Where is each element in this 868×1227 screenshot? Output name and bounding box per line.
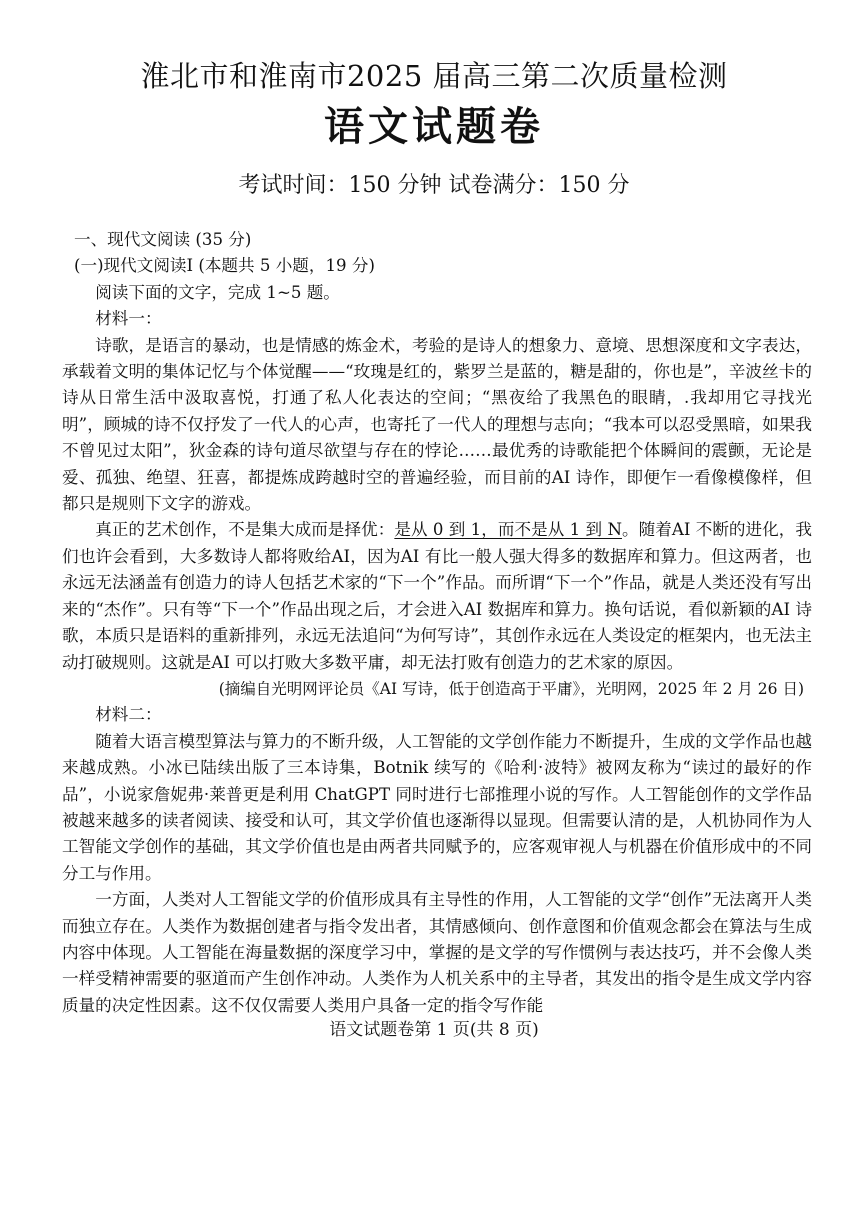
material1-source: (摘编自光明网评论员《AI 写诗，低于创造高于平庸》，光明网，2025 年 2 月 26 日)	[218, 679, 804, 698]
material1-paragraph-2	[62, 517, 812, 675]
material1-paragraph-1: 诗歌，是语言的暴动，也是情感的炼金术，考验的是诗人的想象力、意境、思想深度和文字表达，承载着文明的集体记忆与个体觉醒——“玫瑰是红的，紫罗兰是蓝的，糖是甜的，你也是”，辛波丝卡的诗从日常生活中汲取喜悦，打通了私人化表达的空间；“黑夜给了我黑色的眼睛，.我却用它寻找光明”，顾城的诗不仅抒发了一代人的心声，也寄托了一代人的理想与志向；“我本可以忍受黑暗，如果我不曾见过太阳”，狄金森的诗句道尽欲望与存在的悖论……最优秀的诗歌能把个体瞬间的震颤，无论是爱、孤独、绝望、狂喜，都提炼成跨越时空的普遍经验，而目前的AI 诗作，即便乍一看像模像样，但都只是规则下文字的游戏。	[62, 335, 812, 514]
material2-paragraph-2: 一方面，人类对人工智能文学的价值形成具有主导性的作用，人工智能的文学“创作”无法离开人类而独立存在。人类作为数据创建者与指令发出者，其情感倾向、创作意图和价值观念都会在算法与生成内容中体现。人工智能在海量数据的深度学习中，掌握的是文学的写作惯例与表达技巧，并不会像人类一样受精神需要的驱道而产生创作冲动。人类作为人机关系中的主导者，其发出的指令是生成文学内容质量的决定性因素。这不仅仅需要人类用户具备一定的指令写作能	[62, 890, 812, 1015]
exam-content	[62, 227, 812, 1019]
material2-paragraph-1: 随着大语言模型算法与算力的不断升级，人工智能的文学创作能力不断提升，生成的文学作品也越来越成熟。小冰已陆续出版了三本诗集，Botnik 续写的《哈利·波特》被网友称为“读过的最好的作品”，小说家詹妮弗·莱普更是利用 ChatGPT 同时进行七部推理小说的写作。人工智能创作的文学作品被越来越多的读者阅读、接受和认可，其文学价值也逐渐得以显现。但需要认清的是，人机协同作为人工智能文学创作的基础，其文学价值也是由两者共同赋予的，应客观审视人与机器在价值形成中的不同分工与作用。	[62, 731, 812, 883]
paragraph-text: 。随着AI 不断的进化，我们也许会看到，大多数诗人都将败给AI，因为AI 有比一般人强大得多的数据库和算力。但这两者，也永远无法涵盖有创造力的诗人包括艺术家的“下一个”作品。而所谓“下一个”作品，就是人类还没有写出来的“杰作”。只有等“下一个”作品出现之后，才会进入AI 数据库和算力。换句话说，看似新颖的AI 诗歌，本质只是语料的重新排列，永远无法追问“为何写诗”，其创作永远在人类设定的框架内，也无法主动打破规则。这就是AI 可以打败大多数平庸，却无法打败有创造力的艺术家的原因。	[62, 520, 813, 672]
paragraph-text: 真正的艺术创作，不是集大成而是择优：	[95, 520, 395, 540]
exam-info: 考试时间：150 分钟 试卷满分：150 分	[238, 173, 630, 198]
reading-instruction: 阅读下面的文字，完成 1~5 题。	[95, 282, 340, 302]
exam-title: 淮北市和淮南市2025 届高三第二次质量检测	[140, 59, 728, 93]
material1-label: 材料一：	[95, 309, 162, 329]
subject-title: 语文试题卷	[324, 103, 544, 150]
section-heading: 一、现代文阅读 (35 分)	[74, 230, 252, 249]
material2-label: 材料二：	[95, 705, 162, 725]
page-number: 语文试题卷第 1 页(共 8 页)	[329, 1020, 539, 1040]
underlined-text: 是从 0 到 1，而不是从 1 到 N	[394, 520, 622, 540]
subsection-heading: (一)现代文阅读Ⅰ (本题共 5 小题，19 分)	[74, 256, 375, 276]
